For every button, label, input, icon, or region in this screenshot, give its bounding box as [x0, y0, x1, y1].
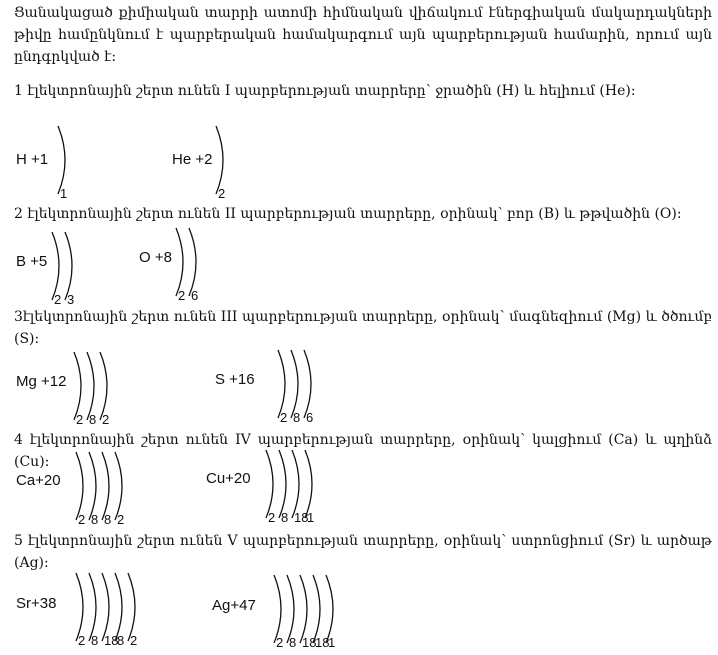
electron-shell-arc [176, 228, 183, 296]
shell-electron-count: 2 [102, 412, 110, 427]
period-1-heading: 1 էլեկտրոնային շերտ ունեն I պարբերության տարրերը՝ ջրածին (H) և հելիում (He): [14, 83, 636, 99]
electron-shell-arc [300, 575, 307, 643]
shell-electron-count: 18 [104, 633, 119, 648]
electron-shell-arc [115, 573, 122, 641]
atom-cu-label: Cu+20 [206, 470, 251, 487]
atom-ag-label: Ag+47 [212, 597, 256, 614]
electron-shell-arc [291, 350, 298, 418]
electron-shell-arc [313, 575, 320, 643]
atom-ca-label: Ca+20 [16, 472, 61, 489]
electron-shell-arc [52, 232, 59, 300]
period-5-heading: 5 էլեկտրոնային շերտ ունեն V պարբերության տարրերը, օրինակ՝ ստրոնցիում (Sr) և արծաթ (Ag): [14, 533, 712, 571]
shell-electron-count: 3 [67, 292, 75, 307]
electron-shell-arc [128, 573, 135, 641]
period-2-heading: 2 էլեկտրոնային շերտ ունեն II պարբերության տարրերը, օրինակ՝ բոր (B) և թթվածին (O): [14, 206, 682, 222]
electron-shell-arc [292, 450, 299, 518]
electron-shell-arc [287, 575, 294, 643]
electron-shell-arc [216, 126, 223, 194]
electron-shell-arc [278, 350, 285, 418]
atom-ag-shells [270, 569, 370, 654]
atom-b-shells [48, 226, 108, 306]
shell-electron-count: 2 [78, 633, 86, 648]
atom-s-label: S +16 [215, 371, 255, 388]
atom-b-label: B +5 [16, 253, 48, 270]
shell-electron-count: 1 [307, 510, 315, 525]
shell-electron-count: 8 [281, 510, 289, 525]
electron-shell-arc [326, 575, 333, 643]
shell-electron-count: 2 [276, 635, 284, 650]
atom-sr-label: Sr+38 [16, 595, 57, 612]
atom-h-label: H +1 [16, 151, 49, 168]
electron-shell-arc [89, 573, 96, 641]
electron-shell-arc [87, 352, 94, 420]
electron-shell-arc [102, 573, 109, 641]
shell-electron-count: 2 [130, 633, 138, 648]
shell-electron-count: 6 [191, 288, 199, 303]
atom-sr-shells [72, 567, 172, 652]
atom-o-label: O +8 [139, 249, 172, 266]
shell-electron-count: 18 [294, 510, 309, 525]
electron-shell-arc [102, 452, 109, 520]
atom-he-shells [212, 120, 252, 200]
electron-shell-arc [304, 350, 311, 418]
shell-electron-count: 18 [315, 635, 330, 650]
electron-shell-arc [100, 352, 107, 420]
shell-electron-count: 8 [293, 410, 301, 425]
electron-shell-arc [76, 573, 83, 641]
electron-shell-arc [89, 452, 96, 520]
atom-cu-shells [262, 444, 342, 524]
shell-electron-count: 2 [117, 512, 125, 527]
shell-electron-count: 2 [54, 292, 62, 307]
atom-h-shells [54, 120, 94, 200]
atom-he-label: He +2 [172, 151, 213, 168]
atom-mg-label: Mg +12 [16, 373, 67, 390]
electron-shell-arc [279, 450, 286, 518]
shell-electron-count: 2 [218, 186, 226, 201]
shell-electron-count: 8 [289, 635, 297, 650]
atom-mg-shells [70, 346, 140, 426]
atom-s-shells [274, 344, 344, 424]
electron-shell-arc [266, 450, 273, 518]
electron-shell-arc [65, 232, 72, 300]
electron-shell-arc [74, 352, 81, 420]
electron-shell-arc [189, 228, 196, 296]
shell-electron-count: 6 [306, 410, 314, 425]
period-3-heading: 3էլեկտրոնային շերտ ունեն III պարբերության տարրերը, օրինակ՝ մագնեզիում (Mg) և ծծումբ (S): [14, 309, 712, 347]
shell-electron-count: 2 [78, 512, 86, 527]
shell-electron-count: 8 [117, 633, 125, 648]
electron-shell-arc [305, 450, 312, 518]
shell-electron-count: 8 [91, 512, 99, 527]
atom-o-shells [172, 222, 232, 302]
electron-shell-arc [274, 575, 281, 643]
electron-shell-arc [76, 452, 83, 520]
shell-electron-count: 8 [91, 633, 99, 648]
atom-ca-shells [72, 446, 152, 526]
shell-electron-count: 2 [280, 410, 288, 425]
shell-electron-count: 8 [89, 412, 97, 427]
shell-electron-count: 18 [302, 635, 317, 650]
shell-electron-count: 1 [60, 186, 68, 201]
shell-electron-count: 2 [268, 510, 276, 525]
period-4-heading: 4 էլեկտրոնային շերտ ունեն IV պարբերության տարրերը, օրինակ՝ կալցիում (Ca) և պղինձ (Cu): [14, 432, 712, 470]
shell-electron-count: 1 [328, 635, 336, 650]
electron-shell-arc [58, 126, 65, 194]
intro-paragraph: Ցանակացած քիմիական տարրի ատոմի հիմնական վիճակում էներգիական մակարդակների թիվը համընկնում է պարբերական համակարգում այն պարբերության համարին, որում այն ընդգրկված է: [14, 5, 712, 65]
electron-shell-arc [115, 452, 122, 520]
shell-electron-count: 2 [178, 288, 186, 303]
shell-electron-count: 8 [104, 512, 112, 527]
shell-electron-count: 2 [76, 412, 84, 427]
